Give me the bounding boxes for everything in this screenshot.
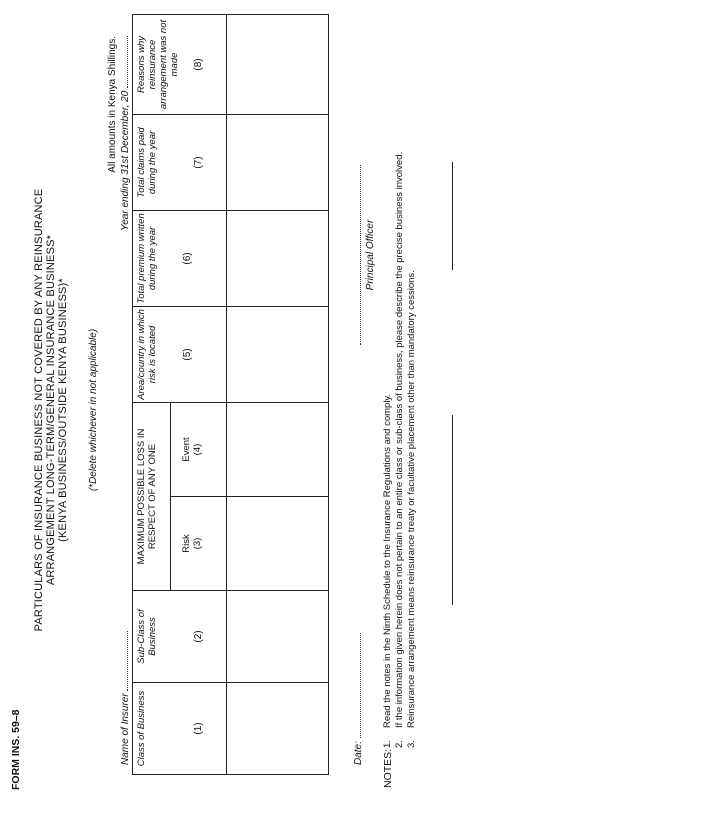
- header-sub-class: Sub-Class of Business (2): [133, 591, 227, 683]
- delete-note: (*Delete whichever in not applicable): [88, 328, 99, 492]
- column-number-2: (2): [193, 630, 204, 643]
- date-label: Date:: [353, 741, 364, 765]
- form-title-line-3: (KENYA BUSINESS/OUTSIDE KENYA BUSINESS)*: [57, 278, 69, 542]
- cell-area-country[interactable]: [227, 306, 329, 402]
- date-line: [352, 633, 364, 765]
- note-2: 2. If the information given herein does not pertain to an entire class or sub-class of business, please describe the precise business involved.: [394, 151, 405, 748]
- year-ending-line: [119, 36, 131, 231]
- year-label: Year ending 31st December, 20: [120, 90, 131, 231]
- column-number-3: (3): [192, 537, 203, 550]
- header-risk: Risk (3): [171, 497, 227, 591]
- cell-risk[interactable]: [227, 497, 329, 591]
- insurer-name-field[interactable]: [119, 631, 128, 691]
- cell-total-premium[interactable]: [227, 210, 329, 306]
- header-total-claims: Total claims paid during the year (7): [133, 114, 227, 210]
- note-1: 1. Read the notes in the Ninth Schedule to the Insurance Regulations and comply.: [382, 393, 393, 748]
- column-number-4: (4): [192, 443, 203, 456]
- year-field[interactable]: [119, 36, 128, 88]
- header-max-possible-loss: MAXIMUM POSSIBLE LOSS IN RESPECT OF ANY ONE: [133, 402, 171, 590]
- header-event: Event (4): [171, 402, 227, 496]
- header-class-of-business: Class of Business (1): [133, 683, 227, 775]
- reinsurance-table: [132, 14, 329, 775]
- header-total-premium: Total premium written during the year (6): [133, 210, 227, 306]
- note-3: 3. Reinsurance arrangement means reinsurance treaty or facultative placement other than mandatory cessions.: [406, 270, 417, 748]
- cell-class-of-business[interactable]: [227, 683, 329, 775]
- header-reasons: Reasons why reinsurance arrangement was not made (8): [133, 14, 227, 114]
- divider-rule-left: [452, 415, 453, 605]
- cell-reasons[interactable]: [227, 14, 329, 114]
- cell-event[interactable]: [227, 402, 329, 496]
- column-number-6: (6): [182, 252, 193, 265]
- insurer-name-line: [119, 631, 131, 765]
- insurer-label: Name of Insurer: [120, 693, 131, 765]
- form-title-line-2: ARRANGEMENT LONG-TERM/GENERAL INSURANCE BUSINESS*: [45, 234, 57, 586]
- form-number: FORM INS. 59–8: [10, 709, 22, 790]
- column-number-5: (5): [182, 348, 193, 361]
- signature-line[interactable]: [360, 165, 361, 345]
- header-area-country: Area/country in which risk is located (5): [133, 306, 227, 402]
- notes-title: NOTES:: [382, 748, 394, 788]
- principal-officer-label: Principal Officer: [365, 219, 376, 291]
- cell-sub-class[interactable]: [227, 591, 329, 683]
- amounts-note: All amounts in Kenya Shillings.: [107, 36, 118, 173]
- divider-rule-right: [452, 162, 453, 270]
- column-number-1: (1): [193, 722, 204, 735]
- cell-total-claims[interactable]: [227, 114, 329, 210]
- date-field[interactable]: [352, 633, 361, 738]
- column-number-8: (8): [193, 58, 204, 71]
- form-title-line-1: PARTICULARS OF INSURANCE BUSINESS NOT COVERED BY ANY REINSURANCE: [33, 188, 45, 632]
- column-number-7: (7): [193, 156, 204, 169]
